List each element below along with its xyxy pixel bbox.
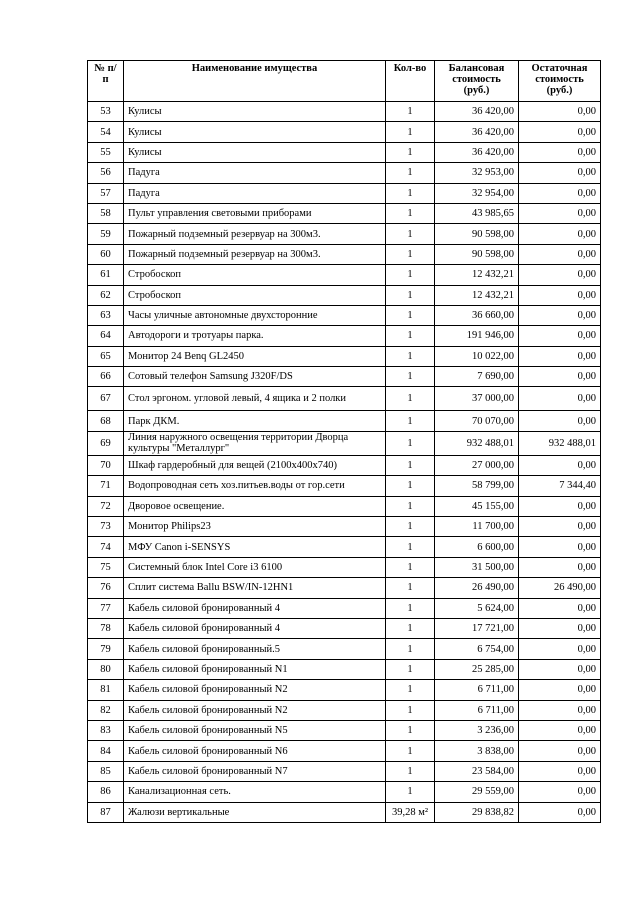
item-name: Канализационная сеть.: [124, 782, 386, 802]
item-quantity: 1: [386, 496, 435, 516]
residual-value: 26 490,00: [519, 578, 601, 598]
item-name: Кабель силовой бронированный N7: [124, 761, 386, 781]
row-number: 81: [88, 680, 124, 700]
balance-value: 37 000,00: [435, 387, 519, 411]
table-row: [88, 537, 601, 557]
item-name: Парк ДКМ.: [124, 411, 386, 431]
table-row: [88, 741, 601, 761]
item-name: Шкаф гардеробный для вещей (2100х400х740): [124, 455, 386, 475]
row-number: 84: [88, 741, 124, 761]
row-number: 79: [88, 639, 124, 659]
row-number: 54: [88, 122, 124, 142]
row-number: 55: [88, 142, 124, 162]
item-name: Кабель силовой бронированный N1: [124, 659, 386, 679]
item-quantity: 1: [386, 517, 435, 537]
row-number: 74: [88, 537, 124, 557]
residual-value: 0,00: [519, 720, 601, 740]
residual-value: 0,00: [519, 618, 601, 638]
table-row: [88, 720, 601, 740]
item-quantity: 1: [386, 720, 435, 740]
row-number: 64: [88, 326, 124, 346]
row-number: 65: [88, 346, 124, 366]
table-row: [88, 680, 601, 700]
balance-value: 10 022,00: [435, 346, 519, 366]
residual-value: 0,00: [519, 367, 601, 387]
residual-value: 0,00: [519, 285, 601, 305]
balance-value: 5 624,00: [435, 598, 519, 618]
residual-value: 0,00: [519, 761, 601, 781]
balance-value: 31 500,00: [435, 557, 519, 577]
table-row: [88, 455, 601, 475]
balance-value: 6 754,00: [435, 639, 519, 659]
residual-value: 0,00: [519, 782, 601, 802]
item-name: Кабель силовой бронированный N2: [124, 680, 386, 700]
item-quantity: 1: [386, 557, 435, 577]
item-quantity: 1: [386, 680, 435, 700]
table-row: [88, 122, 601, 142]
balance-value: 36 420,00: [435, 102, 519, 122]
table-row: [88, 802, 601, 822]
residual-value: 0,00: [519, 680, 601, 700]
balance-value: 7 690,00: [435, 367, 519, 387]
item-name: Кабель силовой бронированный 4: [124, 598, 386, 618]
balance-value: 191 946,00: [435, 326, 519, 346]
table-row: [88, 411, 601, 431]
residual-value: 7 344,40: [519, 476, 601, 496]
residual-value: 0,00: [519, 639, 601, 659]
row-number: 69: [88, 431, 124, 455]
table-row: [88, 102, 601, 122]
table-row: [88, 782, 601, 802]
row-number: 78: [88, 618, 124, 638]
table-row: [88, 183, 601, 203]
item-name: Линия наружного освещения территории Дворца культуры "Металлург": [124, 431, 386, 455]
residual-value: 0,00: [519, 326, 601, 346]
residual-value: 0,00: [519, 244, 601, 264]
residual-value: 0,00: [519, 305, 601, 325]
item-name: Кабель силовой бронированный N5: [124, 720, 386, 740]
row-number: 56: [88, 163, 124, 183]
item-quantity: 1: [386, 659, 435, 679]
row-number: 58: [88, 203, 124, 223]
row-number: 62: [88, 285, 124, 305]
balance-value: 12 432,21: [435, 265, 519, 285]
item-quantity: 1: [386, 782, 435, 802]
balance-value: 6 600,00: [435, 537, 519, 557]
item-quantity: 1: [386, 598, 435, 618]
item-name: Часы уличные автономные двухсторонние: [124, 305, 386, 325]
residual-value: 0,00: [519, 496, 601, 516]
table-row: [88, 305, 601, 325]
row-number: 86: [88, 782, 124, 802]
residual-value: 0,00: [519, 802, 601, 822]
item-quantity: 1: [386, 265, 435, 285]
row-number: 72: [88, 496, 124, 516]
balance-value: 17 721,00: [435, 618, 519, 638]
item-name: Кабель силовой бронированный N6: [124, 741, 386, 761]
item-name: Кулисы: [124, 102, 386, 122]
item-quantity: 1: [386, 741, 435, 761]
row-number: 60: [88, 244, 124, 264]
table-row: [88, 618, 601, 638]
table-row: [88, 700, 601, 720]
balance-value: 11 700,00: [435, 517, 519, 537]
item-name: Сотовый телефон Samsung J320F/DS: [124, 367, 386, 387]
residual-value: 0,00: [519, 102, 601, 122]
row-number: 76: [88, 578, 124, 598]
table-row: [88, 517, 601, 537]
balance-value: 36 420,00: [435, 122, 519, 142]
row-number: 61: [88, 265, 124, 285]
item-quantity: 1: [386, 387, 435, 411]
item-name: Водопроводная сеть хоз.питьев.воды от гор.сети: [124, 476, 386, 496]
item-quantity: 1: [386, 700, 435, 720]
item-quantity: 1: [386, 305, 435, 325]
residual-value: 0,00: [519, 224, 601, 244]
balance-value: 29 838,82: [435, 802, 519, 822]
item-quantity: 1: [386, 761, 435, 781]
item-name: Пульт управления световыми приборами: [124, 203, 386, 223]
table-row: [88, 244, 601, 264]
balance-value: 3 236,00: [435, 720, 519, 740]
header-name: Наименование имущества: [124, 61, 386, 102]
header-balance: Балансовая стоимость (руб.): [435, 61, 519, 102]
item-quantity: 1: [386, 346, 435, 366]
table-row: [88, 203, 601, 223]
row-number: 73: [88, 517, 124, 537]
balance-value: 29 559,00: [435, 782, 519, 802]
item-quantity: 1: [386, 537, 435, 557]
table-row: [88, 163, 601, 183]
item-name: Жалюзи вертикальные: [124, 802, 386, 822]
item-quantity: 1: [386, 639, 435, 659]
row-number: 59: [88, 224, 124, 244]
item-quantity: 1: [386, 367, 435, 387]
item-quantity: 1: [386, 455, 435, 475]
table-row: [88, 431, 601, 455]
balance-value: 32 954,00: [435, 183, 519, 203]
balance-value: 932 488,01: [435, 431, 519, 455]
item-quantity: 1: [386, 326, 435, 346]
item-quantity: 1: [386, 163, 435, 183]
item-name: Пожарный подземный резервуар на 300м3.: [124, 244, 386, 264]
balance-value: 25 285,00: [435, 659, 519, 679]
item-quantity: 39,28 м²: [386, 802, 435, 822]
item-name: Дворовое освещение.: [124, 496, 386, 516]
item-name: Кабель силовой бронированный 4: [124, 618, 386, 638]
item-quantity: 1: [386, 431, 435, 455]
item-quantity: 1: [386, 476, 435, 496]
row-number: 85: [88, 761, 124, 781]
item-quantity: 1: [386, 411, 435, 431]
balance-value: 23 584,00: [435, 761, 519, 781]
table-row: [88, 326, 601, 346]
header-residual: Остаточная стоимость (руб.): [519, 61, 601, 102]
residual-value: 0,00: [519, 659, 601, 679]
residual-value: 0,00: [519, 455, 601, 475]
table-row: [88, 265, 601, 285]
item-quantity: 1: [386, 578, 435, 598]
residual-value: 0,00: [519, 346, 601, 366]
balance-value: 45 155,00: [435, 496, 519, 516]
row-number: 63: [88, 305, 124, 325]
item-quantity: 1: [386, 102, 435, 122]
row-number: 67: [88, 387, 124, 411]
table-row: [88, 761, 601, 781]
balance-value: 36 420,00: [435, 142, 519, 162]
table-row: [88, 346, 601, 366]
balance-value: 90 598,00: [435, 244, 519, 264]
residual-value: 0,00: [519, 203, 601, 223]
residual-value: 0,00: [519, 517, 601, 537]
balance-value: 6 711,00: [435, 700, 519, 720]
table-row: [88, 142, 601, 162]
row-number: 53: [88, 102, 124, 122]
row-number: 82: [88, 700, 124, 720]
residual-value: 0,00: [519, 163, 601, 183]
table-row: [88, 476, 601, 496]
residual-value: 0,00: [519, 122, 601, 142]
residual-value: 932 488,01: [519, 431, 601, 455]
row-number: 83: [88, 720, 124, 740]
table-row: [88, 496, 601, 516]
table-row: [88, 367, 601, 387]
table-row: [88, 285, 601, 305]
property-table: [87, 60, 601, 823]
table-row: [88, 387, 601, 411]
table-row: [88, 639, 601, 659]
row-number: 80: [88, 659, 124, 679]
residual-value: 0,00: [519, 265, 601, 285]
row-number: 57: [88, 183, 124, 203]
item-name: Монитор Philips23: [124, 517, 386, 537]
item-name: Падуга: [124, 163, 386, 183]
row-number: 75: [88, 557, 124, 577]
header-qty: Кол-во: [386, 61, 435, 102]
item-name: Кабель силовой бронированный N2: [124, 700, 386, 720]
residual-value: 0,00: [519, 537, 601, 557]
item-quantity: 1: [386, 244, 435, 264]
residual-value: 0,00: [519, 411, 601, 431]
residual-value: 0,00: [519, 183, 601, 203]
item-name: Падуга: [124, 183, 386, 203]
item-name: Автодороги и тротуары парка.: [124, 326, 386, 346]
balance-value: 90 598,00: [435, 224, 519, 244]
row-number: 77: [88, 598, 124, 618]
table-row: [88, 557, 601, 577]
residual-value: 0,00: [519, 700, 601, 720]
table-row: [88, 224, 601, 244]
balance-value: 58 799,00: [435, 476, 519, 496]
item-name: МФУ Canon i-SENSYS: [124, 537, 386, 557]
item-name: Монитор 24 Benq GL2450: [124, 346, 386, 366]
item-name: Пожарный подземный резервуар на 300м3.: [124, 224, 386, 244]
item-name: Кулисы: [124, 142, 386, 162]
residual-value: 0,00: [519, 557, 601, 577]
row-number: 71: [88, 476, 124, 496]
balance-value: 26 490,00: [435, 578, 519, 598]
residual-value: 0,00: [519, 598, 601, 618]
item-quantity: 1: [386, 122, 435, 142]
residual-value: 0,00: [519, 387, 601, 411]
balance-value: 6 711,00: [435, 680, 519, 700]
item-name: Стол эргоном. угловой левый, 4 ящика и 2 полки: [124, 387, 386, 411]
row-number: 66: [88, 367, 124, 387]
item-name: Стробоскоп: [124, 285, 386, 305]
item-name: Стробоскоп: [124, 265, 386, 285]
residual-value: 0,00: [519, 741, 601, 761]
balance-value: 32 953,00: [435, 163, 519, 183]
item-name: Сплит система Ballu BSW/IN-12HN1: [124, 578, 386, 598]
balance-value: 43 985,65: [435, 203, 519, 223]
balance-value: 3 838,00: [435, 741, 519, 761]
item-name: Кабель силовой бронированный.5: [124, 639, 386, 659]
balance-value: 36 660,00: [435, 305, 519, 325]
balance-value: 12 432,21: [435, 285, 519, 305]
table-row: [88, 598, 601, 618]
item-name: Кулисы: [124, 122, 386, 142]
header-num: № п/п: [88, 61, 124, 102]
row-number: 87: [88, 802, 124, 822]
item-quantity: 1: [386, 183, 435, 203]
item-quantity: 1: [386, 618, 435, 638]
item-name: Системный блок Intel Core i3 6100: [124, 557, 386, 577]
item-quantity: 1: [386, 224, 435, 244]
row-number: 70: [88, 455, 124, 475]
item-quantity: 1: [386, 285, 435, 305]
table-row: [88, 578, 601, 598]
balance-value: 27 000,00: [435, 455, 519, 475]
row-number: 68: [88, 411, 124, 431]
table-header-row: [88, 61, 601, 102]
item-quantity: 1: [386, 142, 435, 162]
item-quantity: 1: [386, 203, 435, 223]
balance-value: 70 070,00: [435, 411, 519, 431]
table-row: [88, 659, 601, 679]
residual-value: 0,00: [519, 142, 601, 162]
